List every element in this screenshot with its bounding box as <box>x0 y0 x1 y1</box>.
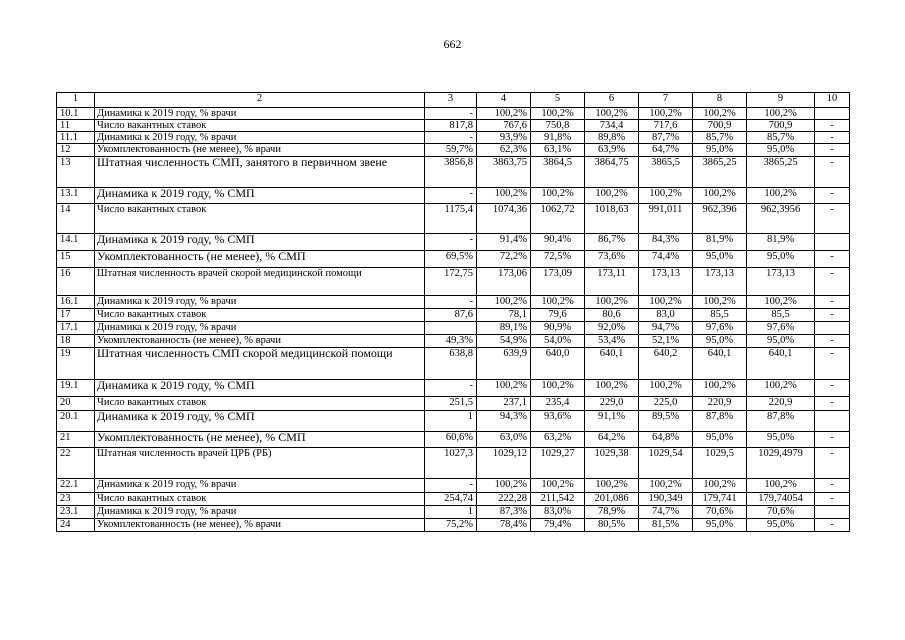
value-cell: 211,542 <box>531 493 585 506</box>
value-cell: 49,3% <box>425 335 477 348</box>
header-cell: 4 <box>477 93 531 108</box>
indicator-name-cell: Число вакантных ставок <box>95 397 425 411</box>
value-cell: 79,6 <box>531 309 585 322</box>
indicator-name-cell: Динамика к 2019 году, % врачи <box>95 479 425 493</box>
value-cell: - <box>425 188 477 204</box>
value-cell: 95,0% <box>693 251 747 268</box>
value-cell: 1029,12 <box>477 448 531 479</box>
row-number-cell: 14 <box>57 204 95 234</box>
value-cell: 3856,8 <box>425 157 477 188</box>
value-cell: 95,0% <box>747 335 815 348</box>
note-cell: - <box>815 144 850 157</box>
value-cell: 59,7% <box>425 144 477 157</box>
value-cell: 87,3% <box>477 506 531 519</box>
value-cell: 100,2% <box>531 296 585 309</box>
value-cell: 100,2% <box>639 296 693 309</box>
value-cell: 1018,63 <box>585 204 639 234</box>
table-row <box>57 204 850 234</box>
value-cell: 639,9 <box>477 348 531 380</box>
row-number-cell: 13 <box>57 157 95 188</box>
value-cell: 95,0% <box>747 432 815 448</box>
value-cell: 201,086 <box>585 493 639 506</box>
value-cell: 3864,75 <box>585 157 639 188</box>
value-cell: 93,6% <box>531 411 585 432</box>
note-cell: - <box>815 132 850 144</box>
value-cell: 85,5 <box>747 309 815 322</box>
value-cell: 80,6 <box>585 309 639 322</box>
row-number-cell: 13.1 <box>57 188 95 204</box>
table-header-row <box>57 93 850 108</box>
value-cell: 100,2% <box>531 380 585 397</box>
value-cell <box>425 322 477 335</box>
value-cell: 3865,25 <box>747 157 815 188</box>
indicator-name-cell: Число вакантных ставок <box>95 309 425 322</box>
indicator-name-cell: Динамика к 2019 году, % врачи <box>95 322 425 335</box>
indicator-name-cell: Число вакантных ставок <box>95 493 425 506</box>
value-cell: 1029,5 <box>693 448 747 479</box>
value-cell: 100,2% <box>585 108 639 120</box>
header-cell: 10 <box>815 93 850 108</box>
note-cell: - <box>815 296 850 309</box>
header-cell: 1 <box>57 93 95 108</box>
row-number-cell: 22 <box>57 448 95 479</box>
indicator-name-cell: Динамика к 2019 году, % врачи <box>95 296 425 309</box>
indicator-name-cell: Динамика к 2019 году, % врачи <box>95 506 425 519</box>
indicator-name-cell: Число вакантных ставок <box>95 204 425 234</box>
value-cell: 750,8 <box>531 120 585 132</box>
row-number-cell: 10.1 <box>57 108 95 120</box>
table-row <box>57 108 850 120</box>
value-cell: 64,8% <box>639 432 693 448</box>
value-cell: 63,1% <box>531 144 585 157</box>
table-row <box>57 479 850 493</box>
value-cell: 638,8 <box>425 348 477 380</box>
value-cell: 1175,4 <box>425 204 477 234</box>
value-cell: 53,4% <box>585 335 639 348</box>
row-number-cell: 16.1 <box>57 296 95 309</box>
table-row <box>57 188 850 204</box>
value-cell: - <box>425 132 477 144</box>
value-cell: 63,2% <box>531 432 585 448</box>
value-cell: 3864,5 <box>531 157 585 188</box>
table-row <box>57 268 850 296</box>
value-cell: 89,8% <box>585 132 639 144</box>
header-cell: 3 <box>425 93 477 108</box>
value-cell: 81,9% <box>693 234 747 251</box>
value-cell: 87,7% <box>639 132 693 144</box>
value-cell: 222,28 <box>477 493 531 506</box>
indicator-name-cell: Динамика к 2019 году, % врачи <box>95 108 425 120</box>
header-cell: 2 <box>95 93 425 108</box>
note-cell <box>815 506 850 519</box>
value-cell: 100,2% <box>693 108 747 120</box>
table-row <box>57 120 850 132</box>
value-cell: 78,1 <box>477 309 531 322</box>
note-cell: - <box>815 157 850 188</box>
row-number-cell: 23.1 <box>57 506 95 519</box>
indicator-name-cell: Штатная численность врачей ЦРБ (РБ) <box>95 448 425 479</box>
value-cell: 100,2% <box>477 380 531 397</box>
value-cell: 1062,72 <box>531 204 585 234</box>
note-cell: - <box>815 519 850 532</box>
value-cell: 640,0 <box>531 348 585 380</box>
indicator-name-cell: Динамика к 2019 году, % врачи <box>95 132 425 144</box>
row-number-cell: 15 <box>57 251 95 268</box>
value-cell: 95,0% <box>693 335 747 348</box>
value-cell: 95,0% <box>693 144 747 157</box>
value-cell: 94,3% <box>477 411 531 432</box>
value-cell: 81,9% <box>747 234 815 251</box>
value-cell: 1029,38 <box>585 448 639 479</box>
value-cell: 251,5 <box>425 397 477 411</box>
indicator-name-cell: Укомплектованность (не менее), % врачи <box>95 144 425 157</box>
header-cell: 5 <box>531 93 585 108</box>
note-cell: - <box>815 397 850 411</box>
value-cell: 100,2% <box>477 479 531 493</box>
indicator-name-cell: Динамика к 2019 году, % СМП <box>95 188 425 204</box>
value-cell: 717,6 <box>639 120 693 132</box>
value-cell: 87,8% <box>747 411 815 432</box>
row-number-cell: 24 <box>57 519 95 532</box>
value-cell: 640,1 <box>693 348 747 380</box>
value-cell: 220,9 <box>693 397 747 411</box>
value-cell: 69,5% <box>425 251 477 268</box>
value-cell: 83,0% <box>531 506 585 519</box>
value-cell: 100,2% <box>639 380 693 397</box>
row-number-cell: 12 <box>57 144 95 157</box>
value-cell: 1029,4979 <box>747 448 815 479</box>
value-cell: 95,0% <box>747 251 815 268</box>
value-cell: 52,1% <box>639 335 693 348</box>
indicator-name-cell: Штатная численность СМП, занятого в первичном звене <box>95 157 425 188</box>
table-row <box>57 432 850 448</box>
value-cell: 95,0% <box>693 519 747 532</box>
value-cell: 100,2% <box>477 188 531 204</box>
value-cell: 78,4% <box>477 519 531 532</box>
value-cell: 87,6 <box>425 309 477 322</box>
table-row <box>57 397 850 411</box>
value-cell: - <box>425 380 477 397</box>
value-cell: 3865,5 <box>639 157 693 188</box>
row-number-cell: 21 <box>57 432 95 448</box>
value-cell: 100,2% <box>639 188 693 204</box>
row-number-cell: 19 <box>57 348 95 380</box>
value-cell: 72,2% <box>477 251 531 268</box>
value-cell: 64,2% <box>585 432 639 448</box>
value-cell: 220,9 <box>747 397 815 411</box>
value-cell: 93,9% <box>477 132 531 144</box>
value-cell: 1 <box>425 506 477 519</box>
value-cell: 91,4% <box>477 234 531 251</box>
value-cell: 100,2% <box>531 479 585 493</box>
value-cell: 97,6% <box>747 322 815 335</box>
table-row <box>57 132 850 144</box>
row-number-cell: 20.1 <box>57 411 95 432</box>
value-cell: 229,0 <box>585 397 639 411</box>
indicator-name-cell: Укомплектованность (не менее), % СМП <box>95 251 425 268</box>
value-cell: 100,2% <box>585 479 639 493</box>
value-cell: 179,74054 <box>747 493 815 506</box>
value-cell: 92,0% <box>585 322 639 335</box>
value-cell: 72,5% <box>531 251 585 268</box>
note-cell: - <box>815 448 850 479</box>
value-cell: 179,741 <box>693 493 747 506</box>
note-cell: - <box>815 348 850 380</box>
indicator-name-cell: Динамика к 2019 году, % СМП <box>95 411 425 432</box>
value-cell: 100,2% <box>747 108 815 120</box>
value-cell: 100,2% <box>747 188 815 204</box>
value-cell: 700,9 <box>693 120 747 132</box>
value-cell: 73,6% <box>585 251 639 268</box>
value-cell: 86,7% <box>585 234 639 251</box>
table-row <box>57 309 850 322</box>
value-cell: 74,4% <box>639 251 693 268</box>
value-cell: 83,0 <box>639 309 693 322</box>
value-cell: 64,7% <box>639 144 693 157</box>
value-cell: 100,2% <box>531 108 585 120</box>
indicator-name-cell: Укомплектованность (не менее), % врачи <box>95 335 425 348</box>
value-cell: - <box>425 108 477 120</box>
row-number-cell: 16 <box>57 268 95 296</box>
value-cell: 100,2% <box>585 296 639 309</box>
header-cell: 8 <box>693 93 747 108</box>
table-row <box>57 322 850 335</box>
value-cell: 89,1% <box>477 322 531 335</box>
value-cell: 79,4% <box>531 519 585 532</box>
value-cell: 95,0% <box>693 432 747 448</box>
value-cell: 87,8% <box>693 411 747 432</box>
value-cell: 100,2% <box>585 380 639 397</box>
header-cell: 9 <box>747 93 815 108</box>
value-cell: 90,4% <box>531 234 585 251</box>
note-cell: - <box>815 380 850 397</box>
note-cell: - <box>815 204 850 234</box>
value-cell: 54,0% <box>531 335 585 348</box>
table-row <box>57 335 850 348</box>
value-cell: 100,2% <box>747 296 815 309</box>
value-cell: 85,7% <box>693 132 747 144</box>
value-cell: 84,3% <box>639 234 693 251</box>
value-cell: 100,2% <box>693 479 747 493</box>
value-cell: 1029,54 <box>639 448 693 479</box>
table-row <box>57 380 850 397</box>
note-cell: - <box>815 432 850 448</box>
value-cell: 85,7% <box>747 132 815 144</box>
value-cell: 172,75 <box>425 268 477 296</box>
value-cell: 100,2% <box>693 188 747 204</box>
value-cell: 85,5 <box>693 309 747 322</box>
value-cell: 640,2 <box>639 348 693 380</box>
value-cell: 962,3956 <box>747 204 815 234</box>
value-cell: 91,8% <box>531 132 585 144</box>
note-cell <box>815 108 850 120</box>
value-cell: 62,3% <box>477 144 531 157</box>
value-cell: 991,011 <box>639 204 693 234</box>
note-cell: - <box>815 268 850 296</box>
value-cell: 767,6 <box>477 120 531 132</box>
row-number-cell: 18 <box>57 335 95 348</box>
value-cell: 100,2% <box>747 479 815 493</box>
note-cell: - <box>815 479 850 493</box>
value-cell: 70,6% <box>693 506 747 519</box>
value-cell: 54,9% <box>477 335 531 348</box>
value-cell: 100,2% <box>693 296 747 309</box>
value-cell: 90,9% <box>531 322 585 335</box>
row-number-cell: 17 <box>57 309 95 322</box>
table-row <box>57 493 850 506</box>
table-row <box>57 234 850 251</box>
table-row <box>57 348 850 380</box>
table-row <box>57 296 850 309</box>
value-cell: 78,9% <box>585 506 639 519</box>
page-number: 662 <box>443 37 462 51</box>
value-cell: 1029,27 <box>531 448 585 479</box>
indicator-name-cell: Штатная численность врачей скорой медицинской помощи <box>95 268 425 296</box>
table-row <box>57 411 850 432</box>
value-cell: 173,13 <box>693 268 747 296</box>
value-cell: 173,06 <box>477 268 531 296</box>
indicator-name-cell: Динамика к 2019 году, % СМП <box>95 234 425 251</box>
value-cell: 173,13 <box>747 268 815 296</box>
value-cell: 962,396 <box>693 204 747 234</box>
value-cell: 91,1% <box>585 411 639 432</box>
row-number-cell: 11.1 <box>57 132 95 144</box>
table-row <box>57 157 850 188</box>
table-row <box>57 251 850 268</box>
row-number-cell: 17.1 <box>57 322 95 335</box>
table-row <box>57 448 850 479</box>
note-cell: - <box>815 188 850 204</box>
note-cell <box>815 411 850 432</box>
table-row <box>57 144 850 157</box>
note-cell: - <box>815 335 850 348</box>
value-cell: 173,09 <box>531 268 585 296</box>
table-row <box>57 506 850 519</box>
value-cell: 100,2% <box>639 479 693 493</box>
note-cell: - <box>815 493 850 506</box>
value-cell: 63,0% <box>477 432 531 448</box>
note-cell: - <box>815 309 850 322</box>
staffing-table <box>56 92 850 532</box>
note-cell: - <box>815 251 850 268</box>
note-cell <box>815 322 850 335</box>
value-cell: - <box>425 479 477 493</box>
value-cell: 225,0 <box>639 397 693 411</box>
value-cell: 100,2% <box>693 380 747 397</box>
value-cell: 70,6% <box>747 506 815 519</box>
value-cell: 89,5% <box>639 411 693 432</box>
header-cell: 6 <box>585 93 639 108</box>
value-cell: - <box>425 234 477 251</box>
value-cell: 94,7% <box>639 322 693 335</box>
value-cell: 80,5% <box>585 519 639 532</box>
value-cell: 97,6% <box>693 322 747 335</box>
value-cell: 640,1 <box>747 348 815 380</box>
value-cell: 100,2% <box>477 296 531 309</box>
value-cell: 237,1 <box>477 397 531 411</box>
value-cell: 640,1 <box>585 348 639 380</box>
row-number-cell: 22.1 <box>57 479 95 493</box>
row-number-cell: 19.1 <box>57 380 95 397</box>
value-cell: 173,11 <box>585 268 639 296</box>
value-cell: 173,13 <box>639 268 693 296</box>
value-cell: 734,4 <box>585 120 639 132</box>
indicator-name-cell: Число вакантных ставок <box>95 120 425 132</box>
value-cell: 3863,75 <box>477 157 531 188</box>
indicator-name-cell: Укомплектованность (не менее), % СМП <box>95 432 425 448</box>
value-cell: 100,2% <box>585 188 639 204</box>
value-cell: 3865,25 <box>693 157 747 188</box>
value-cell: 254,74 <box>425 493 477 506</box>
value-cell: 1027,3 <box>425 448 477 479</box>
row-number-cell: 20 <box>57 397 95 411</box>
header-cell: 7 <box>639 93 693 108</box>
value-cell: 100,2% <box>477 108 531 120</box>
value-cell: 75,2% <box>425 519 477 532</box>
value-cell: 60,6% <box>425 432 477 448</box>
row-number-cell: 11 <box>57 120 95 132</box>
note-cell <box>815 234 850 251</box>
value-cell: 81,5% <box>639 519 693 532</box>
value-cell: 817,8 <box>425 120 477 132</box>
row-number-cell: 14.1 <box>57 234 95 251</box>
value-cell: 700,9 <box>747 120 815 132</box>
value-cell: 190,349 <box>639 493 693 506</box>
value-cell: 1074,36 <box>477 204 531 234</box>
value-cell: 74,7% <box>639 506 693 519</box>
indicator-name-cell: Укомплектованность (не менее), % врачи <box>95 519 425 532</box>
note-cell: - <box>815 120 850 132</box>
indicator-name-cell: Штатная численность СМП скорой медицинской помощи <box>95 348 425 380</box>
row-number-cell: 23 <box>57 493 95 506</box>
value-cell: 1 <box>425 411 477 432</box>
value-cell: - <box>425 296 477 309</box>
value-cell: 100,2% <box>747 380 815 397</box>
indicator-name-cell: Динамика к 2019 году, % СМП <box>95 380 425 397</box>
value-cell: 95,0% <box>747 519 815 532</box>
value-cell: 100,2% <box>639 108 693 120</box>
table-row <box>57 519 850 532</box>
value-cell: 63,9% <box>585 144 639 157</box>
value-cell: 95,0% <box>747 144 815 157</box>
value-cell: 100,2% <box>531 188 585 204</box>
value-cell: 235,4 <box>531 397 585 411</box>
